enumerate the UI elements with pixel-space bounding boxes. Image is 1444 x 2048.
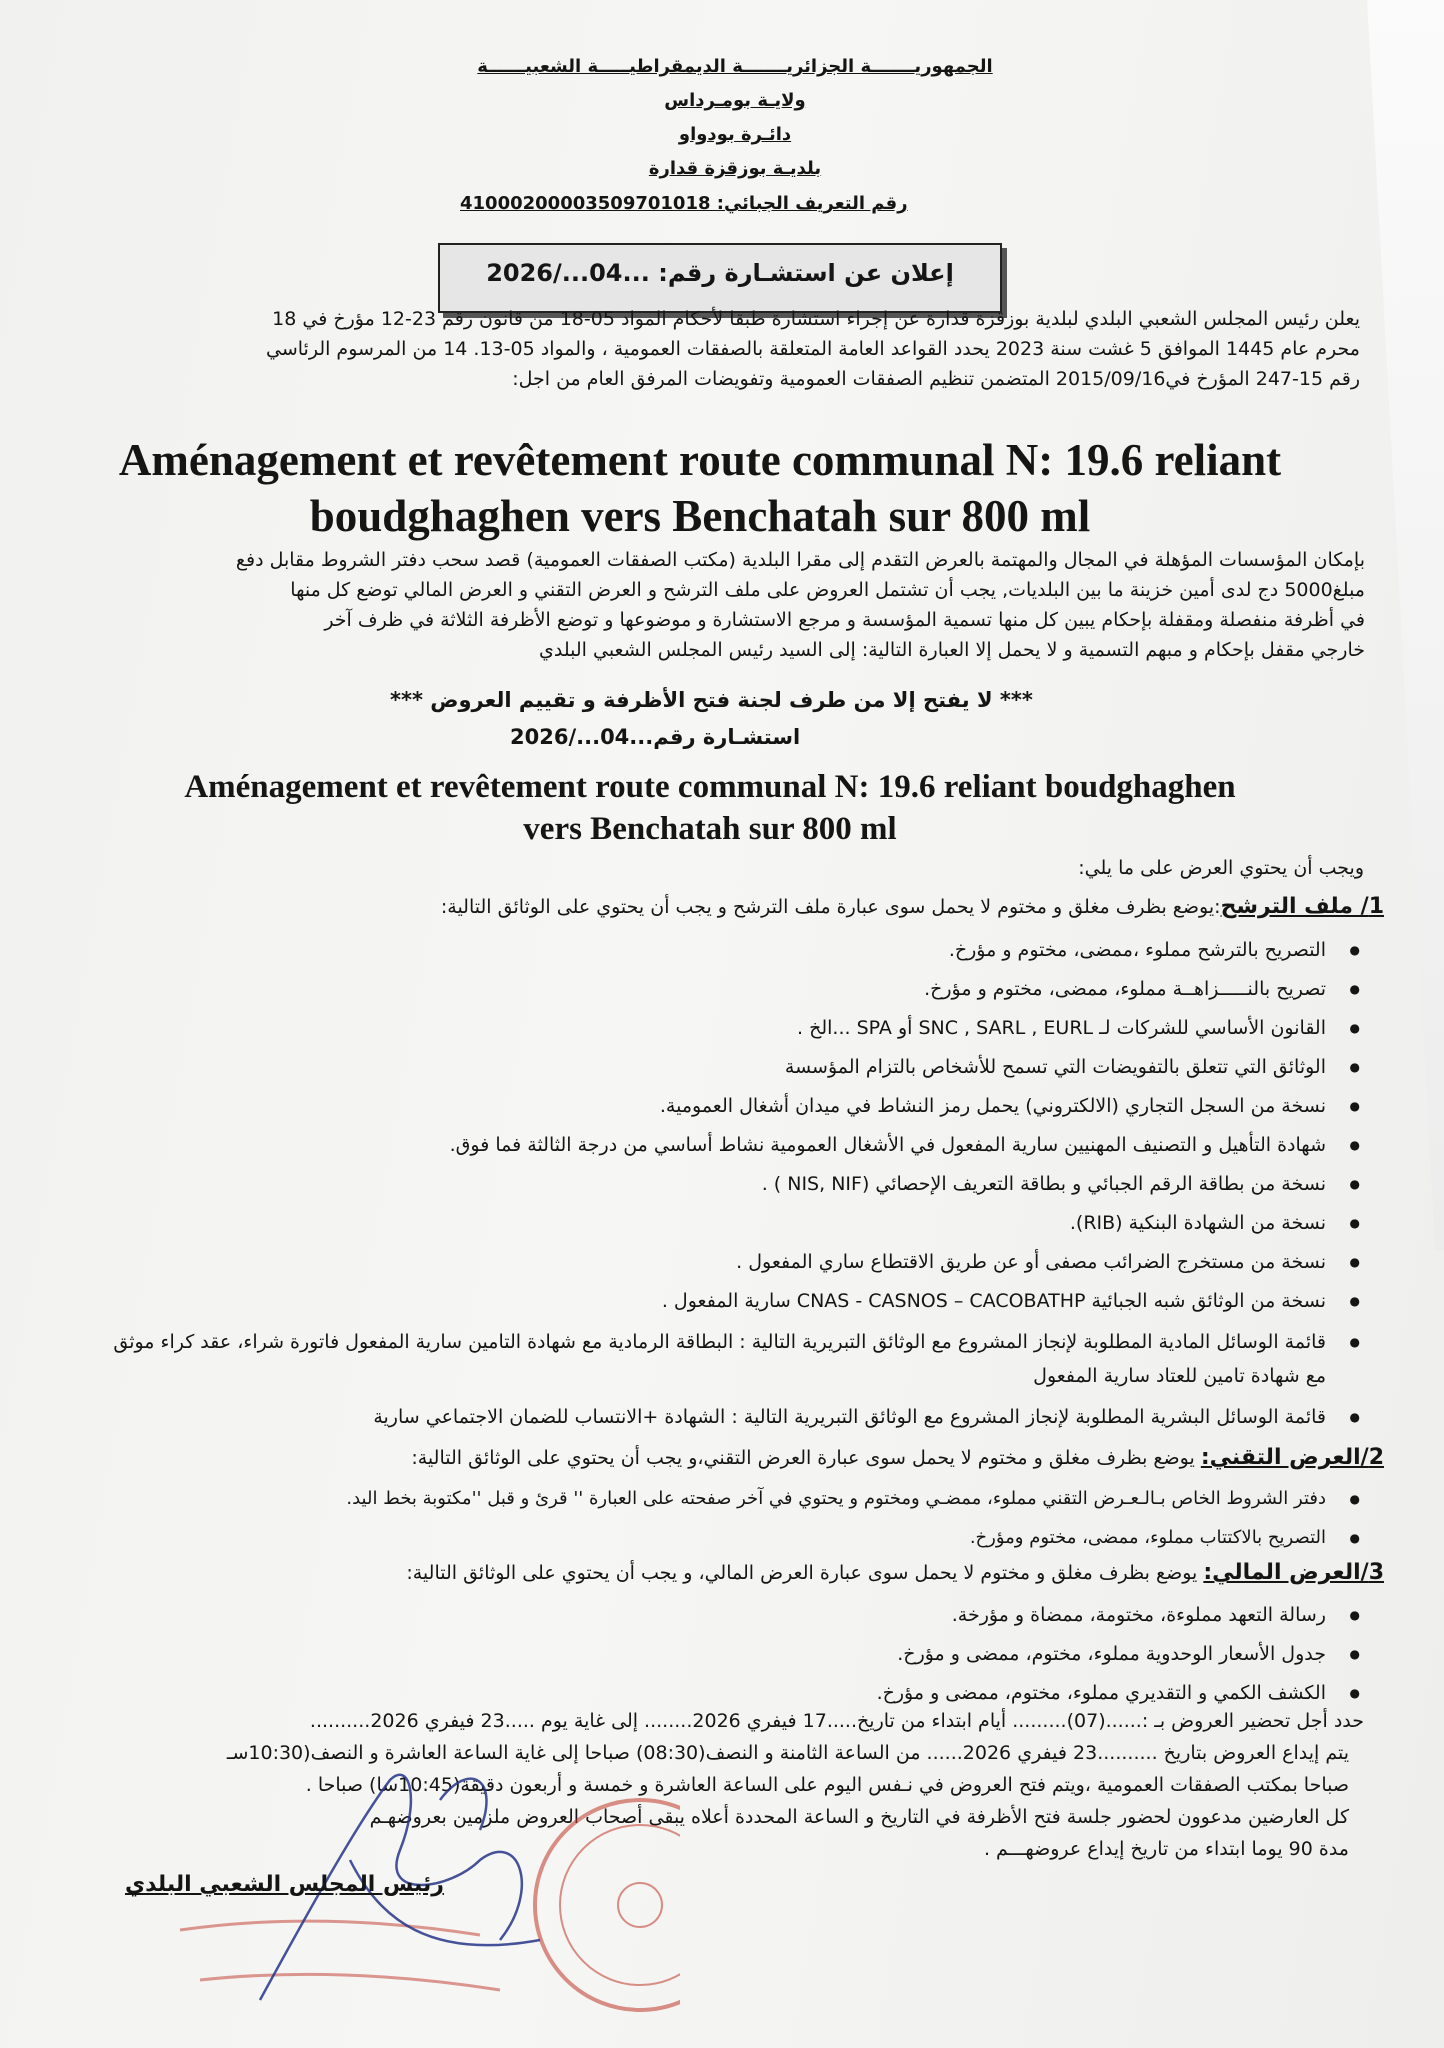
- must-contain: ويجب أن يحتوي العرض على ما يلي:: [1078, 857, 1364, 879]
- financial-label: 3/العرض المالي:: [1203, 1560, 1384, 1585]
- body-line: خارجي مقفل بإحكام و مبهم التسمية و لا يحمل إلا العبارة التالية: إلى السيد رئيس المجلس الشعبي البلدي: [539, 639, 1365, 661]
- opening-line: صباحا بمكتب الصفقات العمومية ،ويتم فتح العروض في نـفس اليوم على الساعة العاشرة و خمسة و أربعون دقيقة(10:45سا) صباحا .: [305, 1774, 1349, 1796]
- deposit-line: يتم إيداع العروض بتاريخ ..........23 فيفري 2026...... من الساعة الثامنة و النصف(08:30) صباحا إلى غاية الساعة العاشرة و النصف(10:30سـ: [226, 1742, 1349, 1764]
- list-item: ● نسخة من مستخرج الضرائب مصفى أو عن طريق الاقتطاع ساري المفعول .: [104, 1247, 1364, 1277]
- body-paragraph: [95, 545, 1365, 665]
- technical-label: 2/العرض التقني:: [1200, 1445, 1384, 1470]
- list-item: ● جدول الأسعار الوحدوية مملوء، مختوم، ممضى و مؤرخ.: [334, 1639, 1364, 1669]
- list-item: ● نسخة من بطاقة الرقم الجبائي و بطاقة التعريف الإحصائي (NIS, NIF ) .: [104, 1169, 1364, 1199]
- list-item: ● تصريح بالنـــــزاهــة مملوء، ممضى، مختوم و مؤرخ.: [104, 974, 1364, 1004]
- body-line: بإمكان المؤسسات المؤهلة في المجال والمهتمة بالعرض التقدم إلى مقرا البلدية (مكتب الصفقات العمومية) قصد سحب دفتر الشروط مقابل دفع: [235, 549, 1365, 571]
- technical-heading: [411, 1445, 1384, 1470]
- financial-list: [334, 1600, 1364, 1717]
- list-item: ● الوثائق التي تتعلق بالتفويضات التي تسمح للأشخاص بالتزام المؤسسة: [104, 1052, 1364, 1082]
- rect-stamp: [180, 1921, 500, 1990]
- list-item: ● الكشف الكمي و التقديري مملوء، مختوم، ممضى و مؤرخ.: [334, 1678, 1364, 1708]
- daira-header: دائـرة بودواو: [678, 124, 792, 145]
- financial-heading: [406, 1560, 1384, 1585]
- validity-line: مدة 90 يوما ابتداء من تاريخ إيداع عروضهـــم .: [983, 1838, 1349, 1860]
- technical-desc: يوضع بظرف مغلق و مختوم لا يحمل سوى عبارة العرض التقني،و يجب أن يحتوي على الوثائق التالية:: [411, 1447, 1195, 1469]
- list-item: ● القانون الأساسي للشركات لـ SNC , SARL , EURL أو SPA ...الخ .: [104, 1013, 1364, 1043]
- republic-header: الجمهوريـــــــة الجزائريـــــــة الديمقراطيـــــة الشعبيــــــة: [477, 56, 993, 77]
- signature-title: رئيس المجلس الشعبي البلدي: [125, 1872, 444, 1897]
- wilaya-header: ولايـة بومـرداس: [664, 90, 806, 111]
- intro-paragraph: [90, 304, 1360, 394]
- list-item: ● نسخة من الشهادة البنكية (RIB).: [104, 1208, 1364, 1238]
- body-line: في أظرفة منفصلة ومقفلة بإحكام يبين كل منها تسمية المؤسسة و مرجع الاستشارة و موضوعها و توضع الأظرفة الثلاثة في ظرف آخر: [324, 609, 1365, 631]
- project-title2-line-1: Aménagement et revêtement route communal N: 19.6 reliant boudghaghen: [184, 769, 1236, 805]
- list-item: ● نسخة من السجل التجاري (الالكتروني) يحمل رمز النشاط في ميدان أشغال العمومية.: [104, 1091, 1364, 1121]
- list-item: ● التصريح بالترشح مملوء ،ممضى، مختوم و مؤرخ.: [104, 935, 1364, 965]
- round-stamp: [535, 1800, 680, 2010]
- prep-deadline-line: حدد أجل تحضير العروض بـ :......(07)......... أيام ابتداء من تاريخ.....17 فيفري 2026........ إلى غاية يوم .....23 فيفري 2026..........: [309, 1710, 1364, 1732]
- candidacy-heading: [441, 894, 1384, 919]
- invite-line: كل العارضين مدعوون لحضور جلسة فتح الأظرفة في التاريخ و الساعة المحددة أعلاه يبقى أصحاب العروض ملزمين بعروضهـم: [369, 1806, 1349, 1828]
- list-item: ● رسالة التعهد مملوءة، مختومة، ممضاة و مؤرخة.: [334, 1600, 1364, 1630]
- candidacy-desc: :يوضع بظرف مغلق و مختوم لا يحمل سوى عبارة ملف الترشح و يجب أن يحتوي على الوثائق التالية:: [440, 896, 1221, 918]
- list-item: ● دفتر الشروط الخاص بـالـعـرض التقني مملوء، ممضـي ومختوم و يحتوي في آخر صفحته على العبارة '' قرئ و قبل ''مكتوبة بخط اليد.: [74, 1484, 1364, 1514]
- candidacy-list: [104, 935, 1364, 1441]
- technical-list: [74, 1484, 1364, 1562]
- list-item: ● نسخة من الوثائق شبه الجبائية CNAS - CASNOS – CACOBATHP سارية المفعول .: [104, 1286, 1364, 1316]
- project-title-line-1: Aménagement et revêtement route communal N: 19.6 reliant: [118, 435, 1282, 485]
- intro-line: محرم عام 1445 الموافق 5 غشت سنة 2023 يحدد القواعد العامة المتعلقة بالصفقات العمومية ، والمواد 05-13. 14 من المرسوم الرئاسي: [266, 338, 1360, 360]
- project-title2-line-2: vers Benchatah sur 800 ml: [523, 811, 897, 847]
- tax-id: رقم التعريف الجبائي: 41000200003509701018: [460, 193, 908, 214]
- candidacy-label: 1/ ملف الترشح: [1220, 894, 1384, 919]
- body-line: مبلغ5000 دج لدى أمين خزينة ما بين البلديات, يجب أن تشتمل العروض على ملف الترشح و العرض التقني و العرض المالي توضع كل منها: [290, 579, 1365, 601]
- intro-line: يعلن رئيس المجلس الشعبي البلدي لبلدية بوزقزة قدارة عن إجراء استشارة طبقا لأحكام المواد 05-18 من قانون رقم 23-12 مؤرخ في 18: [272, 308, 1360, 330]
- list-item: ● قائمة الوسائل البشرية المطلوبة لإنجاز المشروع مع الوثائق التبريرية التالية : الشهادة +الانتساب للضمان الاجتماعي سارية: [104, 1402, 1364, 1432]
- list-item: ● التصريح بالاكتتاب مملوء، ممضى، مختوم ومؤرخ.: [74, 1523, 1364, 1553]
- list-item: ● شهادة التأهيل و التصنيف المهنيين سارية المفعول في الأشغال العمومية نشاط أساسي من درجة الثالثة فما فوق.: [104, 1130, 1364, 1160]
- announcement-title: إعلان عن استشـارة رقم: ...04.../2026: [486, 259, 954, 287]
- intro-line: رقم 15-247 المؤرخ في2015/09/16 المتضمن تنظيم الصفقات العمومية وتفويضات المرفق العام من اجل:: [512, 368, 1360, 390]
- financial-desc: يوضع بظرف مغلق و مختوم لا يحمل سوى عبارة العرض المالي، و يجب أن يحتوي على الوثائق التالية:: [406, 1562, 1198, 1584]
- announcement-title-box: [438, 243, 1002, 313]
- list-item: ● قائمة الوسائل المادية المطلوبة لإنجاز المشروع مع الوثائق التبريرية التالية : البطاقة الرمادية مع شهادة التامين سارية المفعول فاتورة شراء، عقد كراء موثق مع شهادة تامين للعتاد سارية المفعول: [104, 1325, 1364, 1393]
- commune-header: بلديـة بوزقزة قدارة: [648, 158, 822, 179]
- warning-line: *** لا يفتح إلا من طرف لجنة فتح الأظرفة و تقييم العروض ***: [390, 688, 1033, 712]
- consult-ref: استشـارة رقم...04.../2026: [510, 725, 801, 749]
- project-title-line-2: boudghaghen vers Benchatah sur 800 ml: [309, 491, 1091, 541]
